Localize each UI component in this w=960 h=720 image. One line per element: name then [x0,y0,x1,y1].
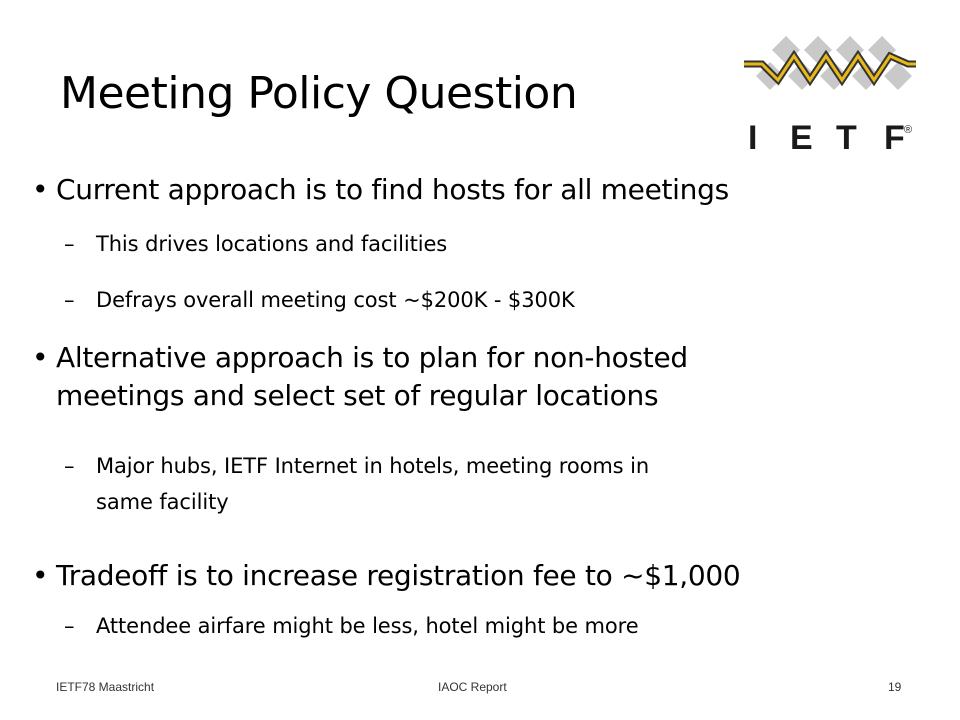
sub-bullet-text: Defrays overall meeting cost ~$200K - $300K [96,288,575,312]
sub-bullet-dash: – [64,232,75,256]
ietf-logo-letters [738,118,918,158]
footer-title: IAOC Report [438,680,507,694]
slide-title: Meeting Policy Question [60,68,578,119]
logo-letter-i: I [748,119,758,157]
sub-bullet-dash: – [64,454,75,478]
footer-event: IETF78 Maastricht [56,680,155,694]
logo-letter-f: F [884,119,905,157]
bullet-dot: • [32,341,49,374]
sub-bullet-text: This drives locations and facilities [96,232,448,256]
page-number: 19 [888,680,902,694]
registered-mark: ® [904,124,913,136]
sub-bullet-dash: – [64,614,75,638]
ietf-logo [738,28,918,156]
sub-bullet-text-line: same facility [96,490,229,514]
sub-bullet-text-line: Major hubs, IETF Internet in hotels, meeting rooms in [96,454,650,478]
bullet-dot: • [32,173,49,206]
sub-bullet-text: Attendee airfare might be less, hotel might be more [96,614,639,638]
bullet-text-line: meetings and select set of regular locations [56,379,659,412]
bullet-text: Current approach is to find hosts for all meetings [56,173,729,206]
bullet-dot: • [32,559,49,592]
bullet-text: Tradeoff is to increase registration fee to ~$1,000 [56,559,741,592]
ietf-logo-graphic [738,28,918,118]
bullet-text-line: Alternative approach is to plan for non-hosted [56,341,688,374]
logo-letter-t: T [836,119,857,157]
sub-bullet-dash: – [64,288,75,312]
logo-letter-e: E [790,119,813,157]
